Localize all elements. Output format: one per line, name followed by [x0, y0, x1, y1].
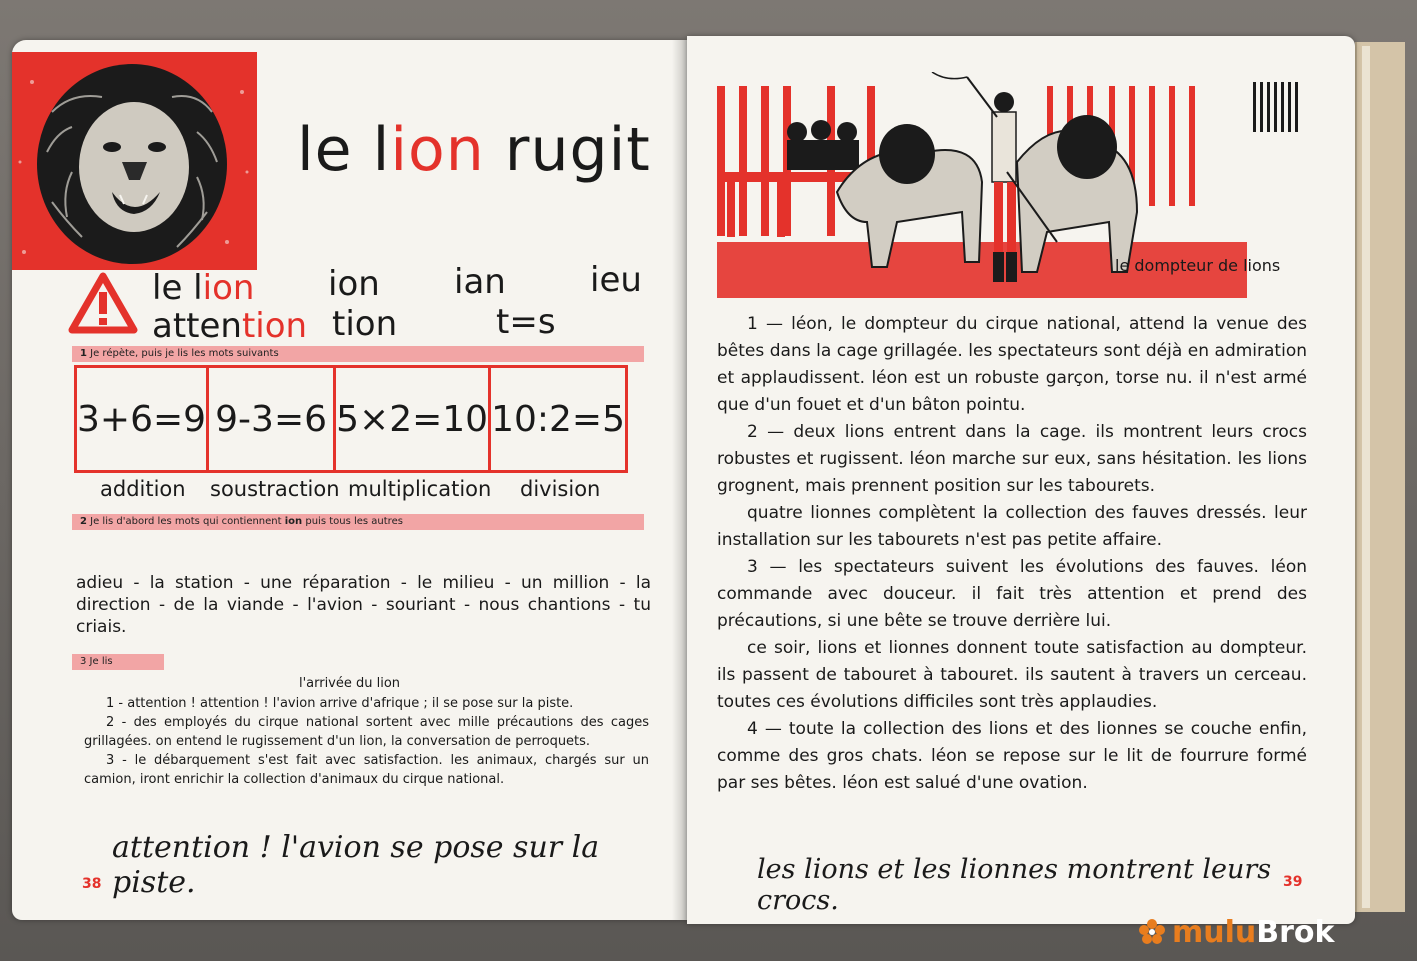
book-edge-paper: [1362, 46, 1370, 908]
left-page: [12, 40, 687, 920]
instruction-band-3: 3 Je lis: [72, 654, 164, 670]
page-title: le lion rugit: [297, 115, 651, 185]
paragraph: 3 — les spectateurs suivent les évolutions des fauves. léon commande avec douceur. il fait très attention et prend des précautions, si une bête se trouve derrière lui.: [717, 557, 1307, 631]
operation-addition: 3+6=9: [77, 368, 209, 470]
sound-ieu: ieu: [590, 260, 642, 300]
sound-t-equals-s: t=s: [496, 302, 556, 342]
warning-triangle-icon: [68, 272, 138, 338]
page-number: 39: [1283, 874, 1303, 890]
operation-multiplication: 5×2=10: [336, 368, 491, 470]
right-page: [687, 36, 1355, 924]
instruction-band-2: 2 Je lis d'abord les mots qui contiennent ion puis tous les autres: [72, 514, 644, 530]
paragraph: 2 — deux lions entrent dans la cage. ils montrent leurs crocs robustes et rugissent. léon marche sur eux, sans hésitation. les lions grognent, mais prennent position sur les tabourets.: [717, 422, 1307, 496]
page-number: 38: [82, 876, 102, 892]
sound-word-attention: attention: [152, 306, 308, 346]
sound-tion: tion: [332, 304, 398, 344]
sound-ion: ion: [328, 264, 380, 304]
watermark: muluBrok: [1172, 915, 1335, 950]
cursive-sentence: attention ! l'avion se pose sur la piste.: [112, 830, 600, 900]
paragraph: quatre lionnes complètent la collection des fauves dressés. leur installation sur les tabourets n'est pas petite affaire.: [717, 503, 1307, 550]
paragraph: 4 — toute la collection des lions et des lionnes se couche enfin, comme des gros chats. léon se repose sur le lit de fourrure formé par ses bêtes. léon est salué d'une ovation.: [717, 719, 1307, 793]
story-title: l'arrivée du lion: [298, 676, 401, 691]
sound-ian: ian: [454, 262, 506, 302]
flower-logo-icon: [1138, 918, 1166, 946]
story-paragraph: 1 - attention ! attention ! l'avion arrive d'afrique ; il se pose sur la piste.: [106, 696, 574, 711]
story-paragraph: 2 - des employés du cirque national sortent avec mille précautions des cages grillagées. on entend le rugissement d'un lion, la conversation de perroquets.: [84, 715, 649, 749]
sound-word-lion: le lion: [152, 268, 255, 308]
operations-table: [74, 365, 628, 473]
story-paragraph: 3 - le débarquement s'est fait avec satisfaction. les animaux, chargés sur un camion, iront enrichir la collection d'animaux du cirque national.: [84, 753, 649, 787]
instruction-band-1: 1 Je répète, puis je lis les mots suivants: [72, 346, 644, 362]
story-text: [84, 694, 649, 789]
word-list: adieu - la station - une réparation - le milieu - un million - la direction - de la viande - l'avion - souriant - nous chantions - tu criais.: [76, 573, 651, 637]
operation-division: 10:2=5: [491, 398, 625, 440]
lion-head-illustration: [12, 52, 257, 270]
operation-subtraction: 9-3=6: [209, 368, 336, 470]
reading-text: [717, 311, 1307, 797]
label-soustraction: soustraction: [210, 477, 340, 501]
cage-bars-decoration: [1253, 82, 1303, 152]
label-multiplication: multiplication: [348, 477, 492, 501]
label-division: division: [520, 477, 601, 501]
paragraph: 1 — léon, le dompteur du cirque national, attend la venue des bêtes dans la cage grillagée. les spectateurs sont déjà en admiration et applaudissent. léon est un robuste garçon, torse nu. il n'est armé que d'un fouet et d'un bâton pointu.: [717, 314, 1307, 415]
label-addition: addition: [100, 477, 186, 501]
cursive-sentence: les lions et les lionnes montrent leurs crocs.: [757, 854, 1272, 916]
paragraph: ce soir, lions et lionnes donnent toute satisfaction au dompteur. ils passent de tabouret à tabouret. ils sautent à travers un cerceau. toutes ces évolutions difficiles sont très applaudies.: [717, 638, 1307, 712]
illustration-caption: le dompteur de lions: [1115, 256, 1281, 275]
